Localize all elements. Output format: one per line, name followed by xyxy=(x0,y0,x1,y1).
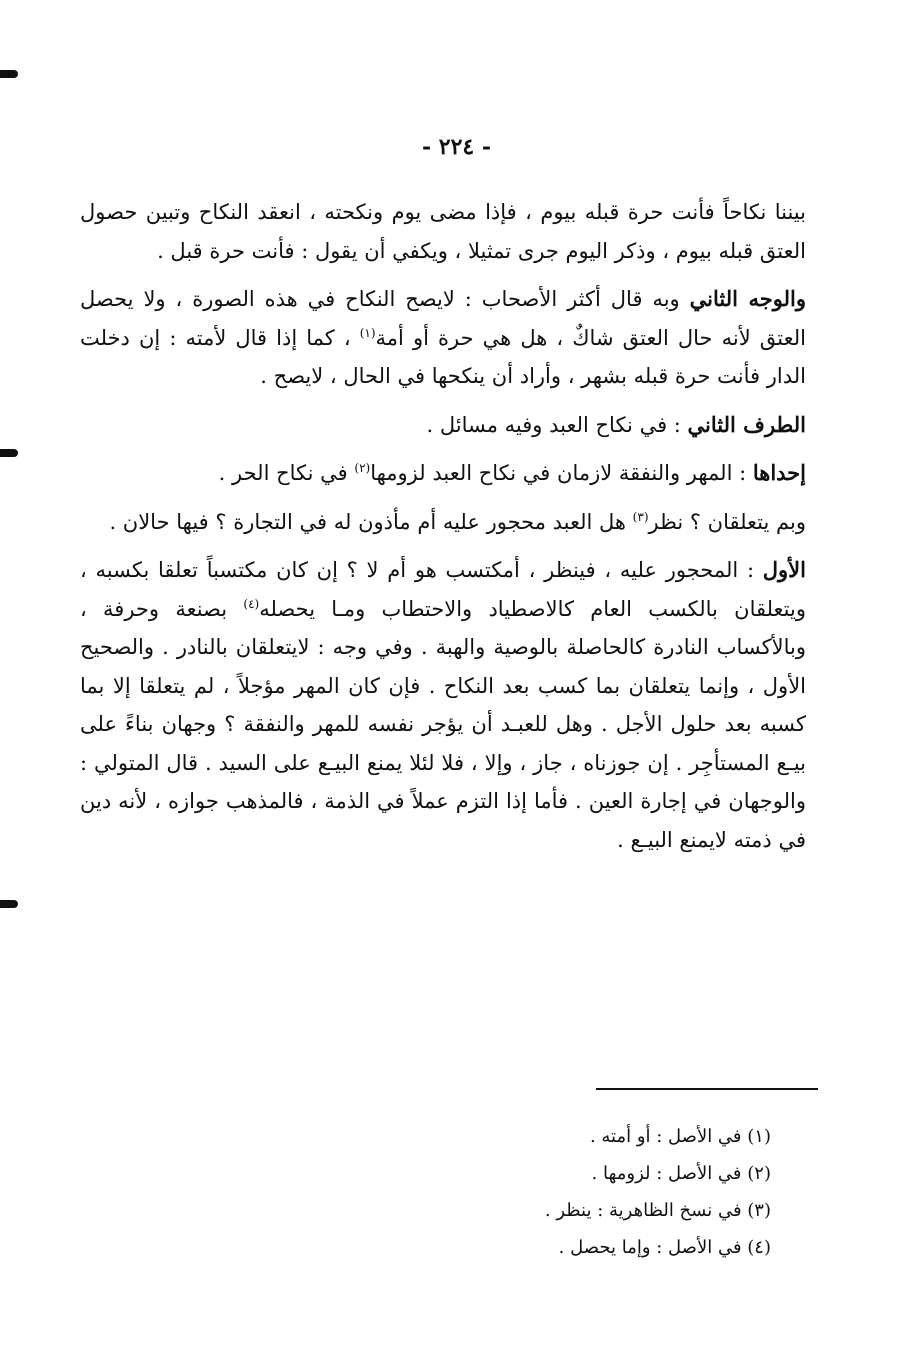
paragraph xyxy=(80,193,806,270)
footnote: (١) في الأصل : أو أمته . xyxy=(589,1126,771,1147)
paragraph-text: : المحجور عليه ، فينظر ، أمكتسب هو أم لا ؟ إن كان مكتسباً تعلقا بكسبه ، ويتعلقان بالكسب العام كالاصطياد والاحتطاب ومـا يحصله xyxy=(80,558,806,621)
footnote-ref: (٣) xyxy=(632,509,649,524)
footnote-ref: (١) xyxy=(359,325,376,340)
paragraph-text: بيننا نكاحاً فأنت حرة قبله بيوم ، فإذا مضى يوم ونكحته ، انعقد النكاح وتبين حصول العتق قبله بيوم ، وذكر اليوم جرى تمثيلا ، ويكفي أن يقول : فأنت حرة قبل . xyxy=(80,200,806,263)
paragraph-lead: الطرف الثاني xyxy=(687,411,806,437)
paragraph-text: وبم يتعلقان ؟ نظر xyxy=(648,509,806,534)
page-number: - ٢٢٤ - xyxy=(421,134,492,160)
footnote-divider xyxy=(596,1088,818,1090)
body-text xyxy=(80,193,806,869)
footnote: (٤) في الأصل : وإما يحصل . xyxy=(558,1237,771,1258)
footnote: (٣) في نسخ الظاهرية : ينظر . xyxy=(544,1200,771,1221)
paragraph-text: : المهر والنفقة لازمان في نكاح العبد لزومها xyxy=(370,461,753,485)
paragraph-text: : في نكاح العبد وفيه مسائل . xyxy=(426,412,688,437)
paragraph xyxy=(80,280,806,396)
paragraph-text-cont: بصنعة وحرفة ، وبالأكساب النادرة كالحاصلة بالوصية والهبة . وفي وجه : لايتعلقان بالنادر . والصحيح الأول ، وإنما يتعلقان بما كسب بعد النكاح . فإن كان المهر مؤجلاً ، لم يتعلقا إلا بما كسبه بعد حلول الأجل . وهل للعبـد أن يؤجر نفسه للمهر والنفقة ؟ وجهان بناءً على بيـع المستأجِر . إن جوزناه ، جاز ، وإلا ، فلا لئلا يمنع البيـع على السيد . قال المتولي : والوجهان في إجارة العين . فأما إذا التزم عملاً في الذمة ، فالمذهب جوازه ، لأنه دين في ذمته لايمنع البيـع . xyxy=(80,596,806,852)
footnote-ref: (٤) xyxy=(243,596,260,611)
paragraph xyxy=(80,406,806,445)
paragraph xyxy=(80,503,806,542)
paragraph-text: وبه قال أكثر الأصحاب : لايصح النكاح في هذه الصورة ، ولا يحصل العتق لأنه حال العتق شاكٌ ، هل هي حرة أو أمة xyxy=(80,287,806,350)
footnote: (٢) في الأصل : لزومها . xyxy=(591,1163,771,1184)
footnotes xyxy=(271,1118,771,1266)
edge-mark xyxy=(0,449,18,457)
paragraph-lead: إحداها xyxy=(752,460,806,485)
footnote-ref: (٢) xyxy=(354,461,371,475)
edge-mark xyxy=(0,70,18,78)
paragraph-lead: والوجه الثاني xyxy=(689,286,806,311)
paragraph xyxy=(80,551,806,859)
edge-mark xyxy=(0,900,18,908)
paragraph xyxy=(80,454,806,493)
paragraph-lead: الأول xyxy=(762,557,806,582)
paragraph-text-cont: ، كما إذا قال لأمته : إن دخلت الدار فأنت حرة قبله بشهر ، وأراد أن ينكحها في الحال ، لايصح . xyxy=(80,325,806,388)
paragraph-text-cont: هل العبد محجور عليه أم مأذون له في التجارة ؟ فيها حالان . xyxy=(109,509,633,534)
paragraph-text-cont: في نكاح الحر . xyxy=(218,461,355,485)
